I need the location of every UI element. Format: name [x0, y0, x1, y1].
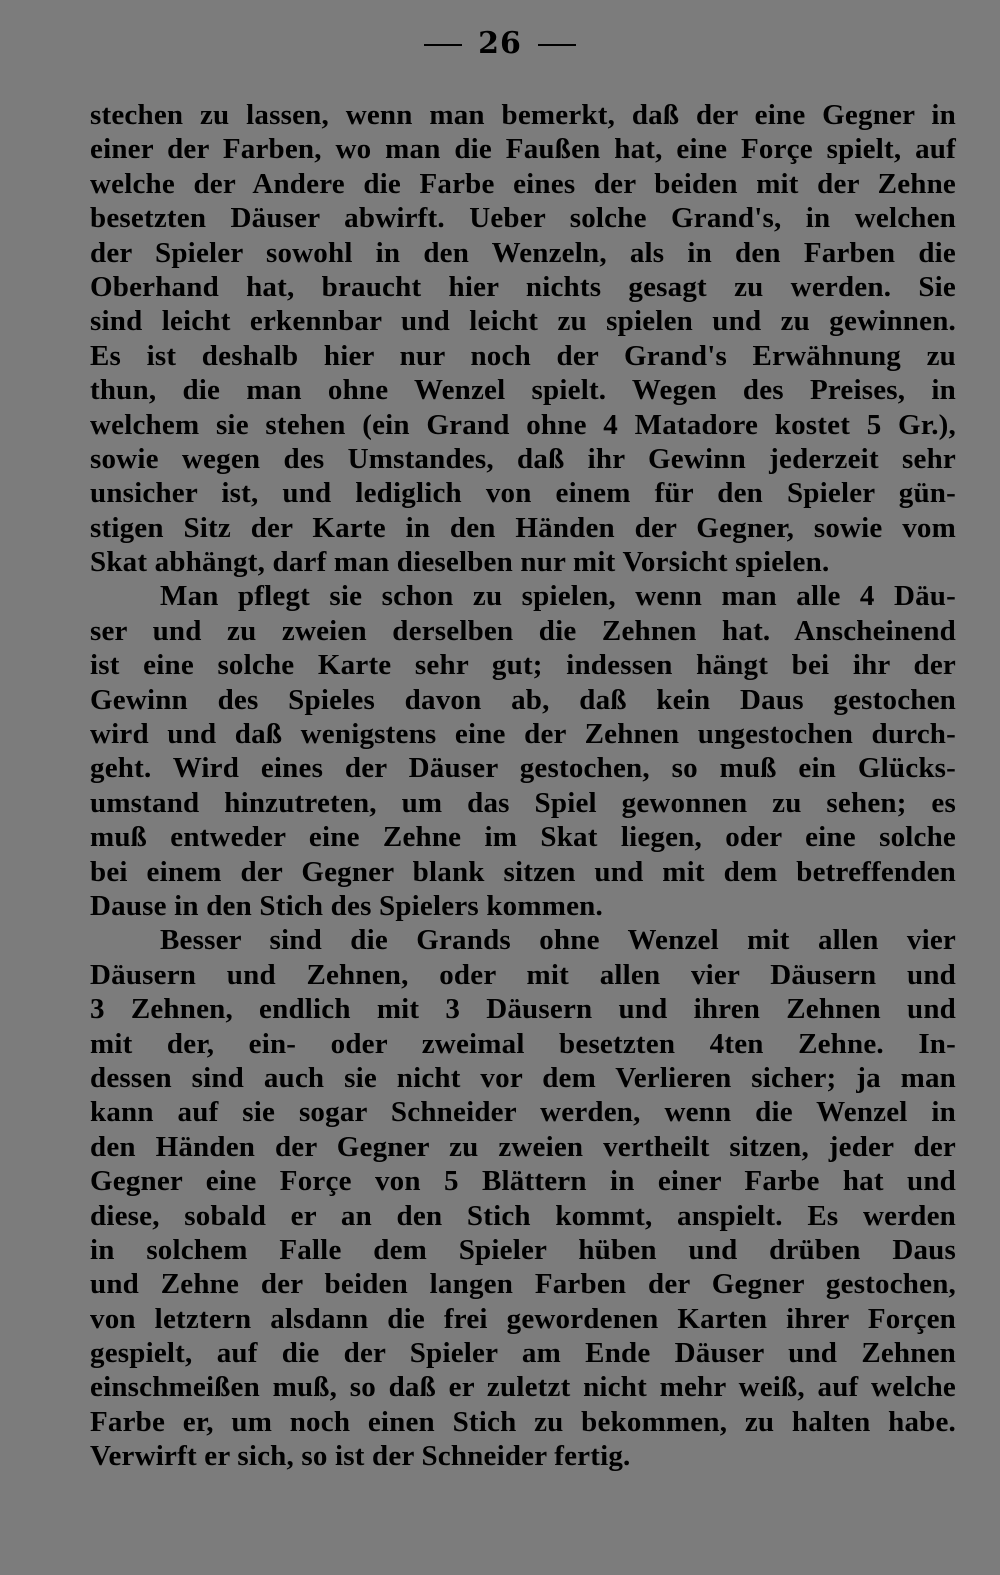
text-line: muß entweder eine Zehne im Skat liegen, oder eine solche — [90, 821, 956, 854]
text-line: wird und daß wenigstens eine der Zehnen ungestochen durch- — [90, 718, 956, 751]
text-line: Oberhand hat, braucht hier nichts gesagt zu werden. Sie — [90, 270, 956, 303]
text-line: 3 Zehnen, endlich mit 3 Däusern und ihren Zehnen und — [90, 993, 956, 1026]
text-line: Es ist deshalb hier nur noch der Grand's Erwähnung zu — [90, 339, 956, 372]
text-line: Besser sind die Grands ohne Wenzel mit allen vier — [160, 924, 956, 957]
text-line: Verwirft er sich, so ist der Schneider fertig. — [90, 1440, 631, 1473]
text-line: ser und zu zweien derselben die Zehnen hat. Anscheinend — [90, 614, 956, 647]
text-line: welchem sie stehen (ein Grand ohne 4 Matadore kostet 5 Gr.), — [90, 408, 956, 441]
text-line: sowie wegen des Umstandes, daß ihr Gewinn jederzeit sehr — [90, 442, 956, 475]
text-line: bei einem der Gegner blank sitzen und mit dem betreffenden — [90, 855, 956, 888]
text-line: einschmeißen muß, so daß er zuletzt nicht mehr weiß, auf welche — [90, 1371, 956, 1404]
text-line: in solchem Falle dem Spieler hüben und drüben Daus — [90, 1233, 956, 1266]
text-line: besetzten Däuser abwirft. Ueber solche Grand's, in welchen — [90, 202, 956, 235]
text-line: einer der Farben, wo man die Faußen hat, eine Forçe spielt, auf — [90, 133, 956, 166]
text-line: stigen Sitz der Karte in den Händen der Gegner, sowie vom — [90, 511, 956, 544]
text-line: von letztern alsdann die frei gewordenen Karten ihrer Forçen — [90, 1302, 956, 1335]
header-dash-left — [424, 44, 462, 46]
text-line: sind leicht erkennbar und leicht zu spielen und zu gewinnen. — [90, 305, 956, 338]
text-line: Gewinn des Spieles davon ab, daß kein Daus gestochen — [90, 683, 956, 716]
text-line: Skat abhängt, darf man dieselben nur mit Vorsicht spielen. — [90, 546, 830, 579]
text-line: gespielt, auf die der Spieler am Ende Däuser und Zehnen — [90, 1337, 956, 1370]
text-line: Gegner eine Forçe von 5 Blättern in einer Farbe hat und — [90, 1165, 956, 1198]
text-line: mit der, ein- oder zweimal besetzten 4ten Zehne. In- — [90, 1027, 956, 1060]
text-line: welche der Andere die Farbe eines der beiden mit der Zehne — [90, 167, 956, 200]
header-dash-right — [538, 44, 576, 46]
text-line: Dause in den Stich des Spielers kommen. — [90, 889, 603, 922]
text-line: und Zehne der beiden langen Farben der Gegner gestochen, — [90, 1268, 956, 1301]
text-line: der Spieler sowohl in den Wenzeln, als in den Farben die — [90, 236, 956, 269]
text-line: Farbe er, um noch einen Stich zu bekommen, zu halten habe. — [90, 1405, 956, 1438]
text-line: Man pflegt sie schon zu spielen, wenn man alle 4 Däu- — [160, 580, 956, 613]
text-line: kann auf sie sogar Schneider werden, wenn die Wenzel in — [90, 1096, 956, 1129]
text-line: diese, sobald er an den Stich kommt, anspielt. Es werden — [90, 1199, 956, 1232]
text-line: den Händen der Gegner zu zweien vertheilt sitzen, jeder der — [90, 1130, 956, 1163]
text-line: geht. Wird eines der Däuser gestochen, so muß ein Glücks- — [90, 752, 956, 785]
page-number: 26 — [478, 26, 522, 61]
page-body-text — [90, 98, 956, 1474]
text-line: umstand hinzutreten, um das Spiel gewonnen zu sehen; es — [90, 786, 956, 819]
text-line: ist eine solche Karte sehr gut; indessen hängt bei ihr der — [90, 649, 956, 682]
text-line: dessen sind auch sie nicht vor dem Verlieren sicher; ja man — [90, 1061, 956, 1094]
text-line: Däusern und Zehnen, oder mit allen vier Däusern und — [90, 958, 956, 991]
page-header — [0, 26, 1000, 61]
text-line: unsicher ist, und lediglich von einem für den Spieler gün- — [90, 477, 956, 510]
text-line: thun, die man ohne Wenzel spielt. Wegen des Preises, in — [90, 374, 956, 407]
text-line: stechen zu lassen, wenn man bemerkt, daß der eine Gegner in — [90, 99, 956, 131]
